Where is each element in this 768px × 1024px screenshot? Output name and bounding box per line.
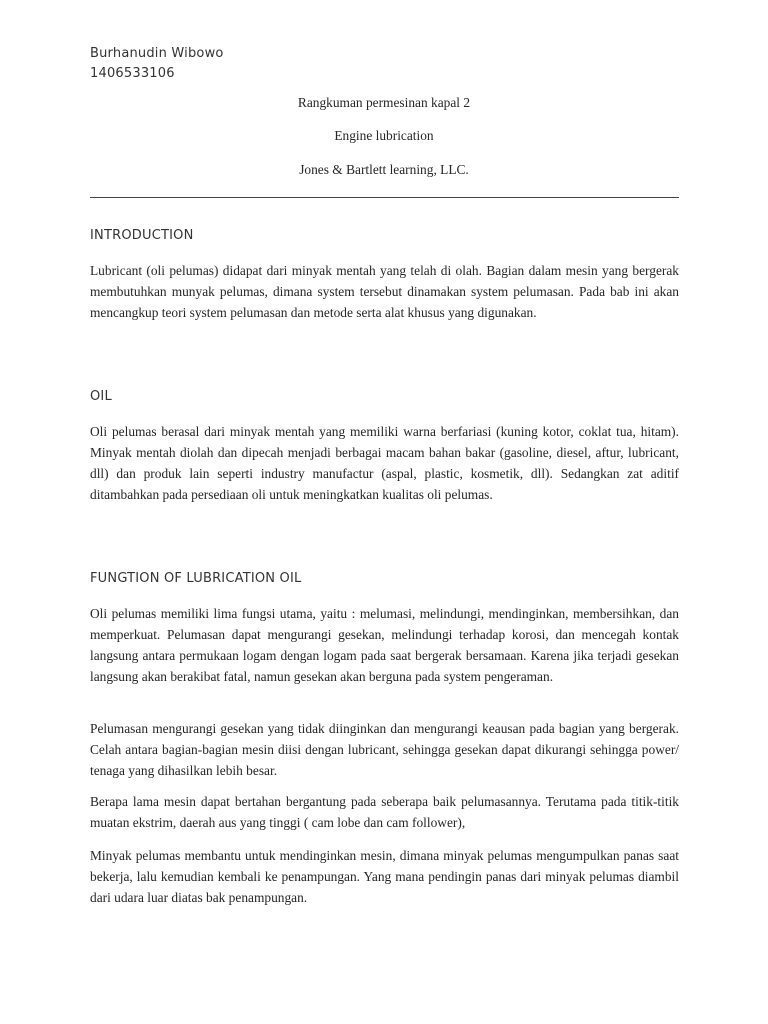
author-block [90, 44, 224, 84]
section-heading-introduction: INTRODUCTION [90, 228, 194, 243]
document-subtitle: Engine lubrication [334, 128, 434, 143]
author-name: Burhanudin Wibowo [90, 46, 224, 61]
section-heading-function: FUNGTION OF LUBRICATION OIL [90, 571, 302, 586]
oil-paragraph: Oli pelumas berasal dari minyak mentah yang memiliki warna berfariasi (kuning kotor, coklat tua, hitam). Minyak mentah diolah dan dipecah menjadi berbagai macam bahan bakar (gasoline, diesel, aftur, lubricant, dll) dan produk lain seperti industry manufactur (aspal, plastic, kosmetik, dll). Sedangkan zat aditif ditambahkan pada persediaan oli untuk meningkatkan kualitas oli pelumas. [90, 424, 679, 503]
horizontal-rule [90, 197, 679, 198]
document-title: Rangkuman permesinan kapal 2 [297, 95, 471, 110]
section-heading-oil: OIL [90, 389, 112, 404]
function-paragraph-3: Berapa lama mesin dapat bertahan bergantung pada seberapa baik pelumasannya. Terutama pada titik-titik muatan ekstrim, daerah aus yang tinggi ( cam lobe dan cam follower), [90, 794, 679, 831]
author-id: 1406533106 [90, 66, 175, 81]
function-paragraph-4: Minyak pelumas membantu untuk mendinginkan mesin, dimana minyak pelumas mengumpulkan panas saat bekerja, lalu kemudian kembali ke penampungan. Yang mana pendingin panas dari minyak pelumas diambil dari udara luar diatas bak penampungan. [90, 848, 679, 906]
document-source: Jones & Bartlett learning, LLC. [299, 162, 469, 177]
function-paragraph-1: Oli pelumas memiliki lima fungsi utama, yaitu : melumasi, melindungi, mendinginkan, membersihkan, dan memperkuat. Pelumasan dapat mengurangi gesekan, melindungi terhadap korosi, dan mencegah kontak langsung antara permukaan logam dengan logam pada saat bergerak bersamaan. Karena jika terjadi gesekan langsung akan berakibat fatal, namun gesekan akan berguna pada system pengeraman. [90, 606, 679, 685]
introduction-paragraph: Lubricant (oli pelumas) didapat dari minyak mentah yang telah di olah. Bagian dalam mesin yang bergerak membutuhkan munyak pelumas, dimana system tersebut dinamakan system pelumasan. Pada bab ini akan mencangkup teori system pelumasan dan metode serta alat khusus yang digunakan. [90, 263, 679, 321]
function-paragraph-2: Pelumasan mengurangi gesekan yang tidak diinginkan dan mengurangi keausan pada bagian yang bergerak. Celah antara bagian-bagian mesin diisi dengan lubricant, sehingga gesekan dapat dikurangi sehingga power/ tenaga yang dihasilkan lebih besar. [90, 721, 679, 779]
